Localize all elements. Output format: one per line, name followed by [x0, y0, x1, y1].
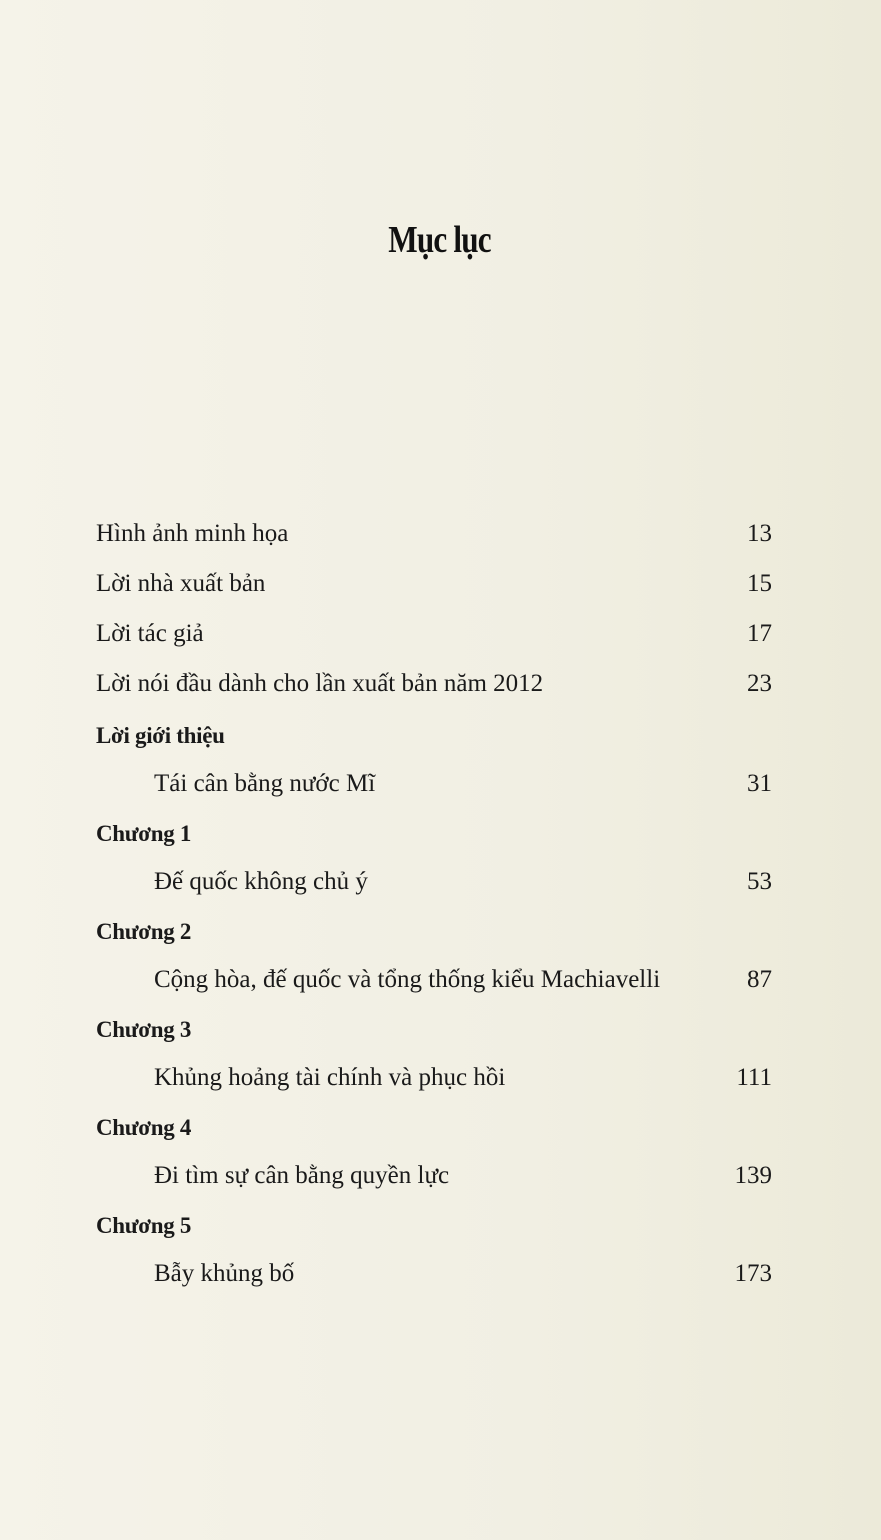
page-title: Mục lục: [388, 219, 491, 261]
toc-entry-publisher-note: [96, 564, 772, 614]
toc-section-heading: Chương 3: [96, 1017, 192, 1042]
toc-entry-label: Lời nói đầu dành cho lần xuất bản năm 2012: [96, 670, 544, 697]
toc-entry-chapter-3-title: [96, 1058, 772, 1108]
toc-entry-illustrations: [96, 514, 772, 564]
toc-entry-label: Khủng hoảng tài chính và phục hồi: [154, 1064, 506, 1091]
toc-entry-page: 17: [747, 620, 772, 647]
toc-entry-label: Đế quốc không chủ ý: [154, 868, 368, 895]
toc-section-heading: Chương 2: [96, 919, 192, 944]
toc-entry-page: 13: [747, 520, 772, 547]
toc-entry-page: 139: [734, 1162, 772, 1189]
table-of-contents: [96, 514, 772, 1304]
toc-section-chapter-4: [96, 1108, 772, 1156]
toc-section-heading: Lời giới thiệu: [96, 723, 225, 748]
toc-entry-author-note: [96, 614, 772, 664]
toc-entry-preface-2012: [96, 664, 772, 716]
toc-entry-label: Bẫy khủng bố: [154, 1260, 295, 1287]
toc-entry-page: 31: [747, 770, 772, 797]
toc-entry-page: 87: [747, 966, 772, 993]
toc-entry-chapter-2-title: [96, 960, 772, 1010]
toc-entry-label: Tái cân bằng nước Mĩ: [154, 770, 376, 797]
toc-entry-chapter-5-title: [96, 1254, 772, 1304]
toc-entry-label: Đi tìm sự cân bằng quyền lực: [154, 1162, 450, 1189]
toc-entry-chapter-4-title: [96, 1156, 772, 1206]
toc-entry-page: 111: [736, 1064, 772, 1091]
toc-section-chapter-5: [96, 1206, 772, 1254]
toc-entry-label: Cộng hòa, đế quốc và tổng thống kiểu Machiavelli: [154, 966, 661, 993]
toc-section-heading: Chương 1: [96, 821, 192, 846]
toc-entry-label: Hình ảnh minh họa: [96, 520, 289, 547]
toc-entry-page: 23: [747, 670, 772, 697]
toc-entry-rebalancing-america: [96, 764, 772, 814]
toc-section-introduction: [96, 716, 772, 764]
toc-entry-page: 53: [747, 868, 772, 895]
toc-section-chapter-3: [96, 1010, 772, 1058]
toc-section-heading: Chương 4: [96, 1115, 192, 1140]
toc-section-chapter-1: [96, 814, 772, 862]
toc-entry-chapter-1-title: [96, 862, 772, 912]
toc-section-heading: Chương 5: [96, 1213, 192, 1238]
toc-entry-label: Lời nhà xuất bản: [96, 570, 266, 597]
toc-entry-label: Lời tác giả: [96, 620, 204, 647]
toc-entry-page: 15: [747, 570, 772, 597]
toc-section-chapter-2: [96, 912, 772, 960]
toc-entry-page: 173: [734, 1260, 772, 1287]
